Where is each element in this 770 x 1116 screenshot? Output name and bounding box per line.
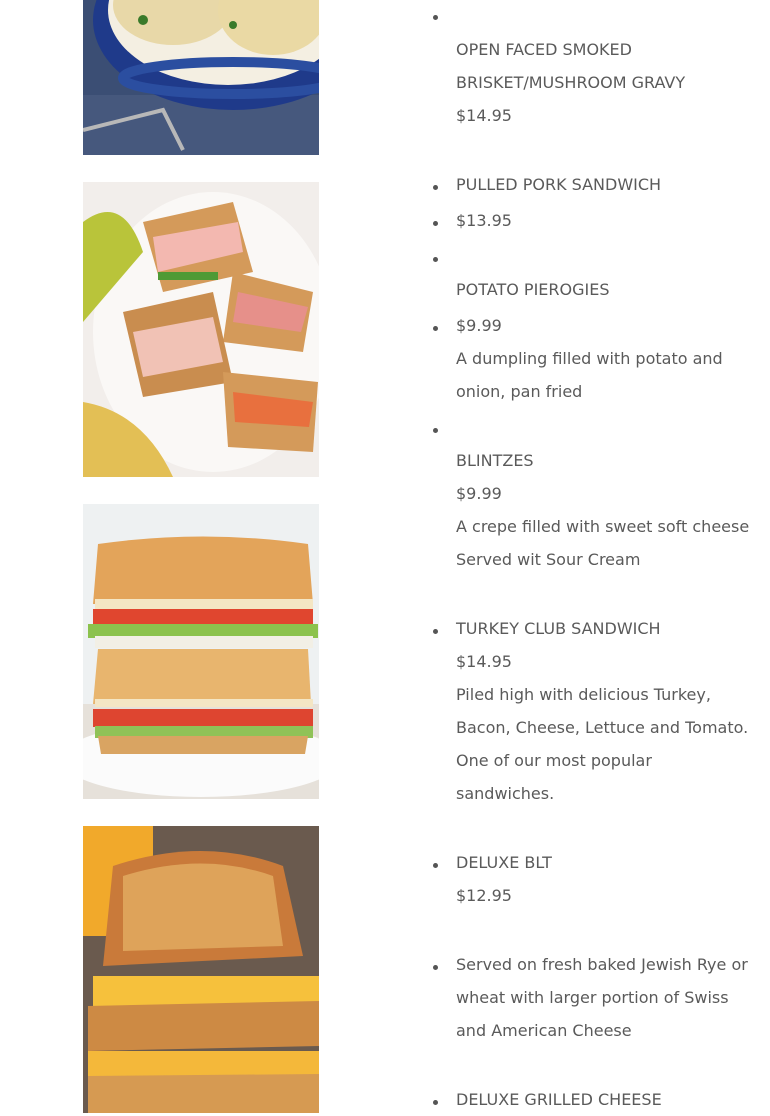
item-desc: Served on fresh baked Jewish Rye or (456, 955, 748, 974)
item-desc: Bacon, Cheese, Lettuce and Tomato. (456, 718, 749, 737)
bullet (433, 428, 438, 433)
bullet (433, 629, 438, 634)
menu-item-rye-note (456, 948, 748, 1040)
bullet (433, 257, 438, 262)
blt-photo (83, 504, 319, 799)
bullet (433, 326, 438, 331)
item-price: $9.99 (456, 484, 502, 503)
item-price: $13.95 (456, 211, 512, 230)
item-price: $14.95 (456, 652, 512, 671)
item-desc: and American Cheese (456, 1021, 632, 1040)
item-title: PULLED PORK SANDWICH (456, 175, 662, 194)
item-desc: A crepe filled with sweet soft cheese (456, 517, 750, 536)
item-title: TURKEY CLUB SANDWICH (456, 619, 661, 638)
item-price: $12.95 (456, 886, 512, 905)
menu-item-pulled-pork (456, 168, 746, 201)
menu-item-grilled-cheese (456, 1083, 746, 1116)
item-desc: wheat with larger portion of Swiss (456, 988, 729, 1007)
item-title: BLINTZES (456, 451, 534, 470)
menu-item-turkey-club (456, 612, 749, 803)
club-sandwich-photo (83, 182, 319, 477)
bullet (433, 965, 438, 970)
item-title: POTATO PIEROGIES (456, 280, 610, 299)
item-price: $9.99 (456, 316, 502, 335)
item-desc: A dumpling filled with potato and (456, 349, 723, 368)
bullet (433, 221, 438, 226)
item-title-cont: BRISKET/MUSHROOM GRAVY (456, 73, 686, 92)
item-desc: onion, pan fried (456, 382, 583, 401)
item-title: DELUXE BLT (456, 853, 552, 872)
bullet (433, 863, 438, 868)
menu-item-pierogies-detail (456, 309, 746, 401)
bullet (433, 15, 438, 20)
bullet (433, 185, 438, 190)
item-price: $14.95 (456, 106, 512, 125)
pierogi-photo (83, 0, 319, 155)
item-title: OPEN FACED SMOKED (456, 40, 632, 59)
item-desc: Served wit Sour Cream (456, 550, 641, 569)
menu-item-blt (456, 846, 746, 905)
item-desc: One of our most popular (456, 751, 652, 770)
bullet (433, 1100, 438, 1105)
item-title: DELUXE GRILLED CHEESE (456, 1090, 662, 1109)
menu-item-pulled-pork-price (456, 204, 746, 237)
item-desc: Piled high with delicious Turkey, (456, 685, 711, 704)
grilled-cheese-photo (83, 826, 319, 1113)
item-desc: sandwiches. (456, 784, 555, 803)
